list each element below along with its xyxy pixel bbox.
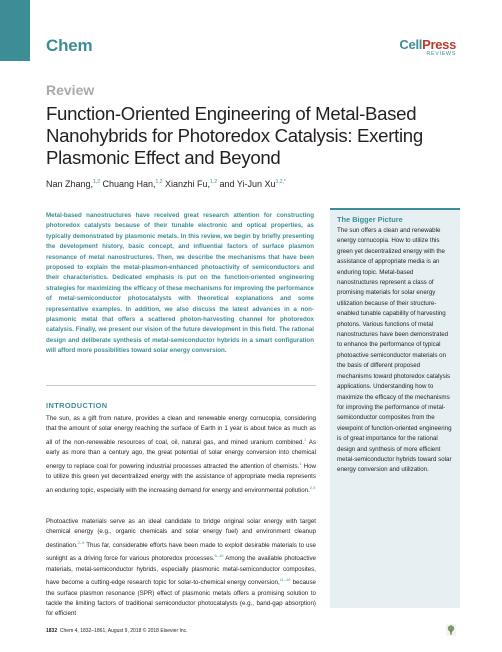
elsevier-tree-icon: [446, 624, 456, 636]
author-name[interactable]: and Yi-Jun Xu: [219, 179, 276, 189]
footer-citation: Chem 4, 1832–1861, August 9, 2018 © 2018 Elsevier Inc.: [59, 628, 188, 634]
intro-paragraph-2: [46, 517, 316, 620]
abstract-text: Metal-based nanostructures have received great research attention for constructing photoredox catalysts because of their tunable electronic and optical properties, as typically demonstrated by plasmonic metals. In this review, we begin by briefly presenting the development history, basic concept, and influential factors of surface plasmon resonance of metal nanostructures. Then, we describe the mechanisms that have been proposed to explain the metal-plasmon-enhanced photoactivity of semiconductors and their characteristics. Dedicated emphasis is put on the function-oriented engineering strategies for maximizing the efficacy of these mechanisms for improving the performance of metal-semiconductor photocatalysts with theoretical explanations and some representative examples. In addition, we also discuss the latest advances in a non-plasmonic metal that offers a scattered photon-harvesting channel for photoredox catalysis. Finally, we present our vision of the future development in this field. The rational design and deliberate synthesis of metal-semiconductor hybrids in a smart configuration will afford more possibilities toward solar energy conversion.: [46, 212, 314, 355]
article-title: Function-Oriented Engineering of Metal-Based Nanohybrids for Photoredox Catalysis: Exerting Plasmonic Effect and Beyond: [46, 103, 423, 168]
bigger-picture-heading: The Bigger Picture: [337, 215, 403, 224]
paragraph-text: How to utilize this green yet decentralized energy with the assistance of appropriate media represents an enduring topic, especially with the increasing demand for energy and environmental pollution.: [46, 462, 316, 494]
paragraph-text: Thus far, considerable efforts have been made to exploit desirable materials to use sunlight as a driving force for various photoredox processes.: [46, 541, 316, 563]
author-name[interactable]: Nan Zhang,: [46, 179, 94, 189]
author-affiliation[interactable]: 1,2: [155, 179, 163, 185]
bigger-picture-box: [330, 208, 460, 608]
reference-link[interactable]: 2,3: [309, 484, 316, 490]
page-number: 1832: [46, 628, 58, 634]
introduction-heading: INTRODUCTION: [46, 401, 108, 410]
journal-name: Chem: [46, 36, 93, 55]
logo-cell-text: Cell: [399, 37, 423, 52]
paragraph-text: Among the available photoactive materials, metal-semiconductor hybrids, especially plasmonic metal-semiconductor composites, have become a cutting-edge research topic for solar-to-chemical energy conversion,: [46, 555, 316, 587]
author-affiliation[interactable]: 1,2: [93, 179, 100, 185]
reference-link[interactable]: 2–9: [77, 539, 85, 545]
logo-reviews-text: REVIEWS: [426, 51, 456, 57]
article-type-label: Review: [46, 82, 95, 98]
reference-link[interactable]: 1: [304, 436, 307, 442]
cellpress-logo: [399, 38, 456, 58]
author-list: [46, 179, 286, 189]
bigger-picture-text: The sun offers a clean and renewable energy cornucopia. How to utilize this green yet decentralized energy with the assistance of appropriate media is an enduring topic. Metal-based nanostructures represent a class of promising materials for solar energy utilization because of their structure-enabled tunable capability of harvesting photons. Various functions of metal nanostructures have been demonstrated to enhance the performance of typical photoactive semiconductor materials on the basis of different proposed mechanisms toward photoredox catalysis applications. Understanding how to maximize the efficacy of the mechanisms for improving the performance of metal-semiconductor composites from the viewpoint of function-oriented engineering is of great importance for the rational design and synthesis of more efficient metal-semiconductor hybrids toward solar energy conversion and utilization.: [337, 227, 452, 474]
author-name[interactable]: Xianzhi Fu,: [165, 179, 211, 189]
intro-paragraph-1: [46, 414, 316, 496]
reference-link[interactable]: 11–16: [279, 577, 291, 583]
author-affiliation[interactable]: 1,2,*: [275, 179, 286, 185]
paragraph-text: because the surface plasmon resonance (SPR) effect of plasmonic metals offers a promising solution to tackle the limiting factors of traditional semiconductor photocatalysts (e.g., band-gap absorption) for efficient: [46, 579, 316, 618]
header-color-strip: [0, 0, 30, 61]
author-name[interactable]: Chuang Han,: [102, 179, 156, 189]
paragraph-text: The sun, as a gift from nature, provides a clean and renewable energy cornucopia, considering that the amount of solar energy reaching the surface of Earth in 1 year is about twice as much as all of the non-renewable resources of coal, oil, natural gas, and mined uranium combined.: [46, 415, 316, 446]
paragraph-text: Photoactive materials serve as an ideal candidate to bridge original solar energy with target chemical energy (e.g., organic chemicals and solar energy fuel) and environment cleanup destination.: [46, 518, 316, 549]
page-footer: [46, 628, 188, 634]
section-divider: [46, 385, 316, 386]
reference-link[interactable]: 1: [299, 460, 302, 466]
paragraph-text: As early as more than a century ago, the great potential of solar energy conversion into chemical energy to replace coal for powering industrial processes attracted the attention of chemists.: [46, 438, 316, 470]
author-affiliation[interactable]: 1,2: [210, 179, 217, 185]
reference-link[interactable]: 5–10: [214, 553, 224, 559]
logo-press-text: Press: [422, 37, 456, 52]
